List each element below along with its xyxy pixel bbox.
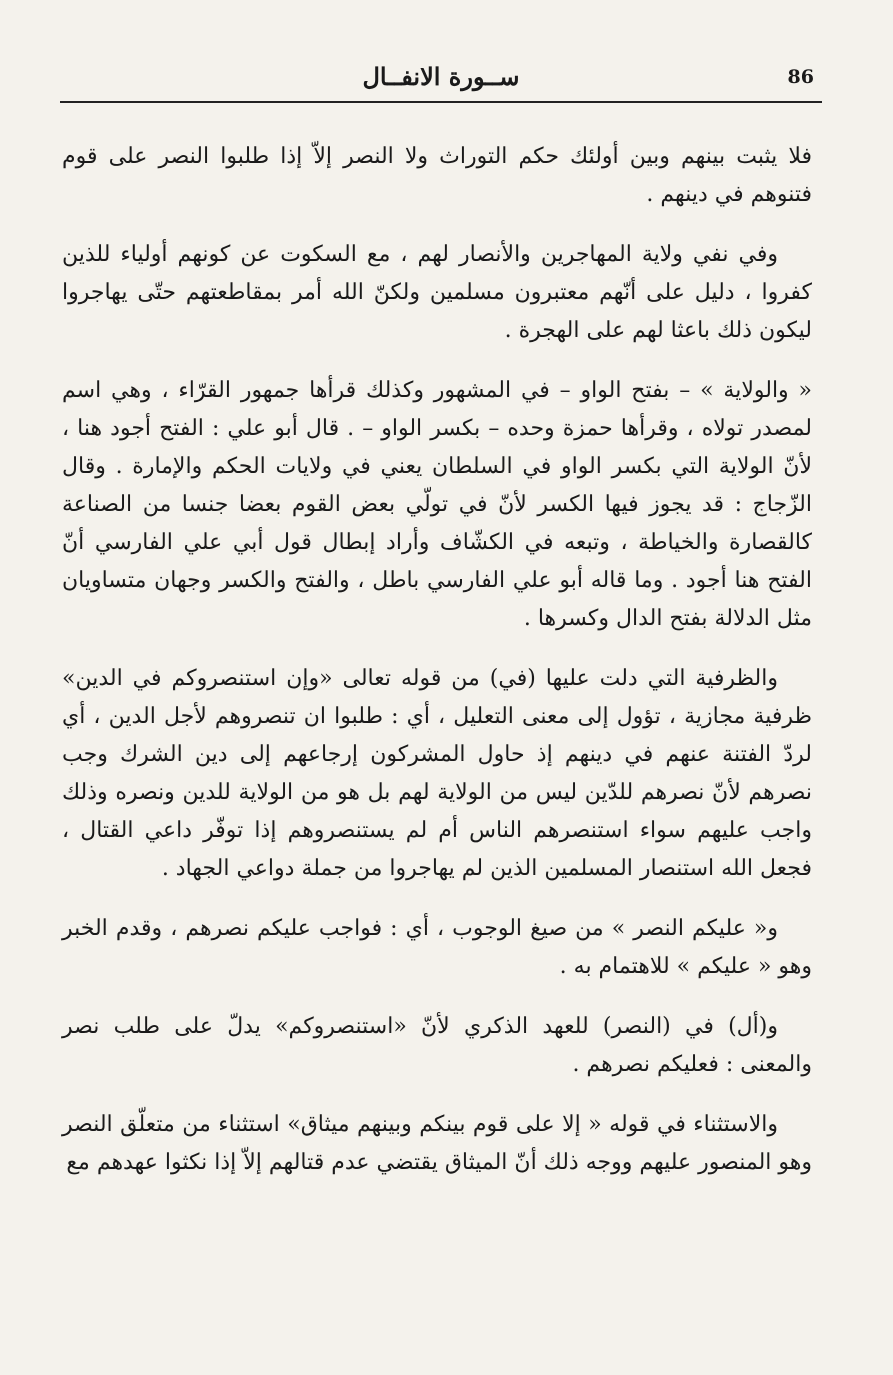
page-header — [60, 62, 822, 102]
paragraph: و« عليكم النصر » من صيغ الوجوب ، أي : فواجب عليكم نصرهم ، وقدم الخبر وهو « عليكم » للاهتمام به . — [62, 916, 812, 979]
paragraph: و(أل) في (النصر) للعهد الذكري لأنّ «استنصروكم» يدلّ على طلب نصر والمعنى : فعليكم نصرهم . — [62, 1014, 812, 1077]
body-text — [62, 138, 812, 1204]
paragraph: فلا يثبت بينهم وبين أولئك حكم التوراث ولا النصر إلاّ إذا طلبوا النصر على قوم فتنوهم في دينهم . — [62, 144, 812, 207]
paragraph: وفي نفي ولاية المهاجرين والأنصار لهم ، مع السكوت عن كونهم أولياء للذين كفروا ، دليل على أنّهم معتبرون مسلمين ولكنّ الله أمر بمقاطعتهم حتّى يهاجروا ليكون ذلك باعثا لهم على الهجرة . — [62, 242, 812, 343]
paragraph: « والولاية » – بفتح الواو – في المشهور وكذلك قرأها جمهور القرّاء ، وهي اسم لمصدر تولاه ، وقرأها حمزة وحده – بكسر الواو – . قال أبو علي : الفتح أجود هنا ، لأنّ الولاية التي بكسر الواو في السلطان يعني في ولايات الحكم والإمارة . وقال الزّجاج : قد يجوز فيها الكسر لأنّ في تولّي بعض القوم بعضا جنسا من الصناعة كالقصارة والخياطة ، وتبعه في الكشّاف وأراد إبطال قول أبي علي الفارسي أنّ الفتح هنا أجود . وما قاله أبو علي الفارسي باطل ، والفتح والكسر وجهان متساويان مثل الدلالة بفتح الدال وكسرها . — [62, 378, 812, 631]
header-divider — [60, 101, 822, 103]
running-title: ســورة الانفــال — [362, 62, 520, 91]
page-number: 86 — [787, 66, 814, 88]
paragraph: والظرفية التي دلت عليها (في) من قوله تعالى «وإن استنصروكم في الدين» ظرفية مجازية ، تؤول إلى معنى التعليل ، أي : طلبوا ان تنصروهم لأجل الدين ، أي لردّ الفتنة عنهم في دينهم إذ حاول المشركون إرجاعهم إلى دين الشرك وجب نصرهم لأنّ نصرهم للدّين ليس من الولاية لهم بل هو من الولاية للدين ونصره وذلك واجب عليهم سواء استنصرهم الناس أم لم يستنصروهم إذا توفّر داعي القتال ، فجعل الله استنصار المسلمين الذين لم يهاجروا من جملة دواعي الجهاد . — [62, 666, 812, 881]
paragraph: والاستثناء في قوله « إلا على قوم بينكم وبينهم ميثاق» استثناء من متعلّق النصر وهو المنصور عليهم ووجه ذلك أنّ الميثاق يقتضي عدم قتالهم إلاّ إذا نكثوا عهدهم مع — [62, 1112, 812, 1175]
